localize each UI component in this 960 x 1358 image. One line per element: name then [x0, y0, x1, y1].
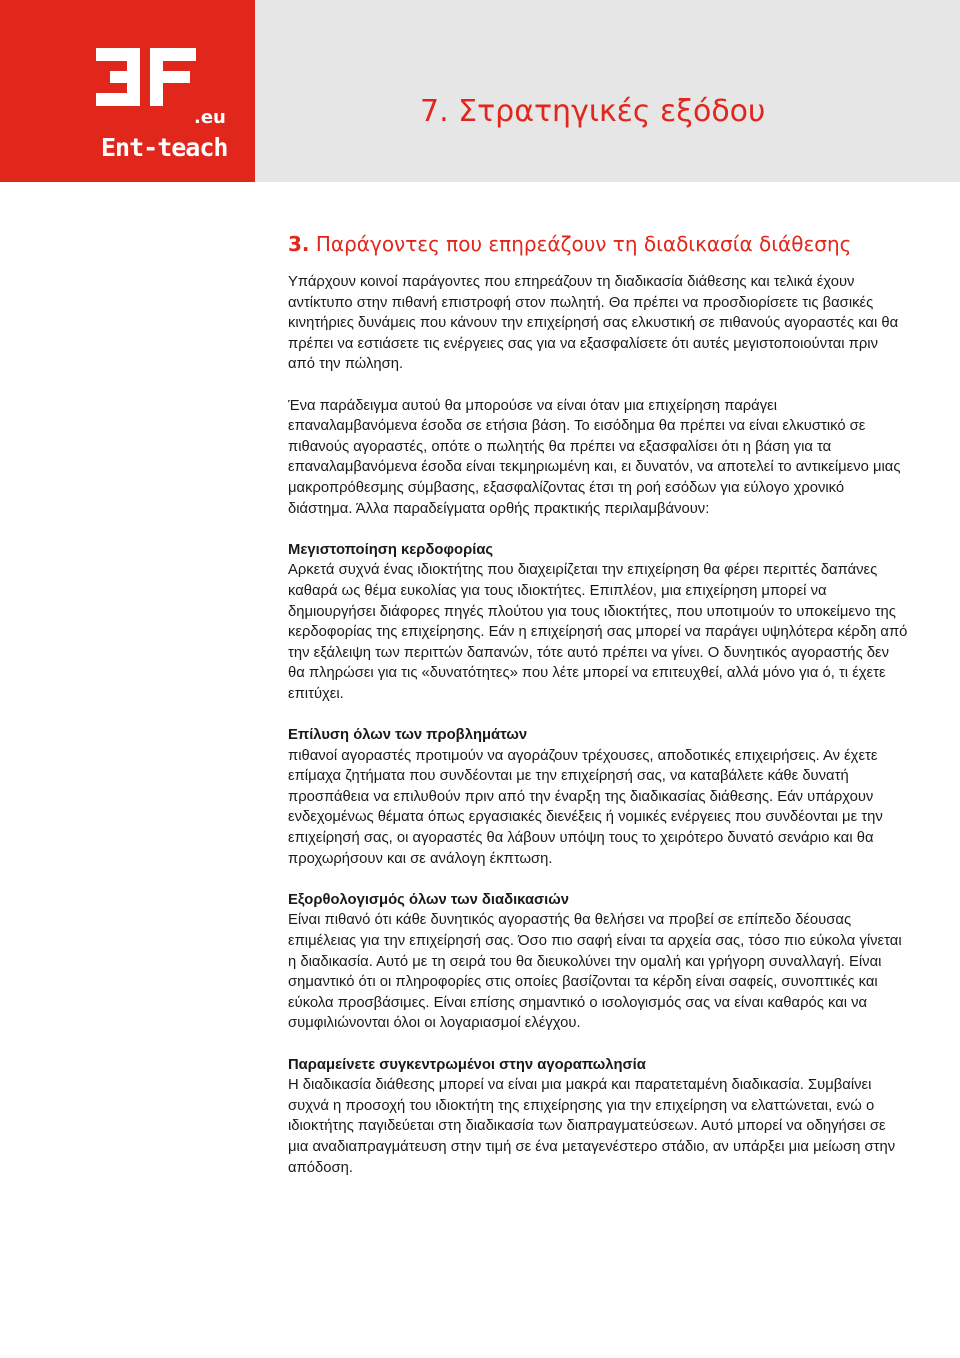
- document-body: [288, 272, 908, 1178]
- logo-mark-icon: [96, 48, 221, 106]
- subsection-heading: Εξορθολογισμός όλων των διαδικασιών: [288, 891, 569, 908]
- logo: [0, 0, 255, 182]
- logo-brand-name: Ent-teach: [101, 133, 228, 162]
- page-title: 7. Στρατηγικές εξόδου: [420, 94, 766, 129]
- section-heading-text: Παράγοντες που επηρεάζουν τη διαδικασία διάθεσης: [315, 232, 852, 256]
- section-heading: [288, 232, 851, 256]
- subsection-heading: Μεγιστοποίηση κερδοφορίας: [288, 541, 494, 558]
- subsection-text: Είναι πιθανό ότι κάθε δυνητικός αγοραστής θα θελήσει να προβεί σε επίπεδο δέουσας επιμέλειας για την επιχείρησή σας. Όσο πιο σαφή είναι τα αρχεία σας, τόσο πιο εύκολα γίνεται η διαδικασία. Αυτό με τη σειρά του θα διευκολύνει την ομαλή και γρήγορη συναλλαγή. Είναι σημαντικό ότι οι πληροφορίες στις οποίες βασίζονται τα κέρδη είναι σαφείς, συνοπτικές και εύκολα προσβάσιμες. Είναι επίσης σημαντικό ο ισολογισμός σας να είναι καθαρός και να συμφιλιώνονται όλοι οι λογαριασμοί ελέγχου.: [288, 912, 902, 1032]
- subsection-text: Αρκετά συχνά ένας ιδιοκτήτης που διαχειρίζεται την επιχείρηση θα φέρει περιττές δαπάνες καθαρά ως θέμα ευκολίας για τους ιδιοκτήτες. Επιπλέον, μια επιχείρηση μπορεί να δημιουργήσει διάφορες πηγές πλούτου για τους ιδιοκτήτες, που υποτιμούν το υποκείμενο της κερδοφορίας της επιχείρησης. Εάν η επιχείρησή σας μπορεί να παράγει υψηλότερα κέρδη από την εξάλειψη των περιττών δαπανών, τότε αυτό πρέπει να γίνει. Ο δυνητικός αγοραστής δεν θα πληρώσει για τις «δυνατότητες» που λέτε μπορεί να επιτευχθεί, αλλά μόνο για ό, τι έχετε επιτύχει.: [288, 562, 908, 702]
- intro-paragraph: Υπάρχουν κοινοί παράγοντες που επηρεάζουν τη διαδικασία διάθεσης και τελικά έχουν αντίκτυπο στην πιθανή επιστροφή στον πωλητή. Θα πρέπει να προσδιορίσετε τις βασικές κινητήριες δυνάμεις που κάνουν την επιχείρησή σας ελκυστική σε πιθανούς αγοραστές και θα πρέπει να εστιάσετε τις ενέργειες σας για να εξασφαλίσετε ότι αυτές μεγιστοποιούνται πριν από την πώληση.: [288, 274, 899, 373]
- header-band: [0, 0, 960, 182]
- logo-eu-label: .eu: [194, 107, 226, 128]
- subsection-text: Η διαδικασία διάθεσης μπορεί να είναι μια μακρά και παρατεταμένη διαδικασία. Συμβαίνει συχνά η προσοχή του ιδιοκτήτη της επιχείρησης για την επιχείρηση να ελαττώνεται, ενώ ο ιδιοκτήτης παγιδεύεται στη διαδικασία των διαπραγματεύσεων. Αυτό μπορεί να οδηγήσει σε μια αναδιαπραγμάτευση στην τιμή σε ένα μεταγενέστερο στάδιο, αν υπάρξει μια μείωση στην απόδοση.: [288, 1077, 896, 1176]
- subsection-heading: Επίλυση όλων των προβλημάτων: [288, 727, 528, 744]
- example-paragraph: Ένα παράδειγμα αυτού θα μπορούσε να είναι όταν μια επιχείρηση παράγει επαναλαμβανόμενα έσοδα σε ετήσια βάση. Το εισόδημα θα πρέπει να είναι ελκυστικό σε πιθανούς αγοραστές, οπότε ο πωλητής θα πρέπει να εξασφαλίσει ότι η βάση για τα επαναλαμβανόμενα έσοδα είναι τεκμηριωμένη και, ει δυνατόν, να αποτελεί το αντικείμενο μιας μακροπρόθεσμης σύμβασης, εξασφαλίζοντας έτσι τη ροή εσόδων για εύλογο χρονικό διάστημα. Άλλα παραδείγματα ορθής πρακτικής περιλαμβάνουν:: [288, 397, 901, 517]
- subsection-text: πιθανοί αγοραστές προτιμούν να αγοράζουν τρέχουσες, αποδοτικές επιχειρήσεις. Αν έχετε επίμαχα ζητήματα που συνδέονται με την επιχείρησή σας, να καταβάλετε κάθε δυνατή προσπάθεια να επιλυθούν πριν από την έναρξη της διαδικασίας διάθεσης. Εάν υπάρχουν ενδεχομένως θέματα όπως εργασιακές διενέξεις ή νομικές ενέργειες που συνδέονται με την επιχείρησή σας, οι αγοραστές θα λάβουν υπόψη τους το χειρότερο δυνατό σενάριο και θα προχωρήσουν και σε ανάλογη έκπτωση.: [288, 747, 883, 867]
- section-number: 3.: [288, 232, 310, 256]
- subsection-heading: Παραμείνετε συγκεντρωμένοι στην αγοραπωλησία: [288, 1056, 646, 1073]
